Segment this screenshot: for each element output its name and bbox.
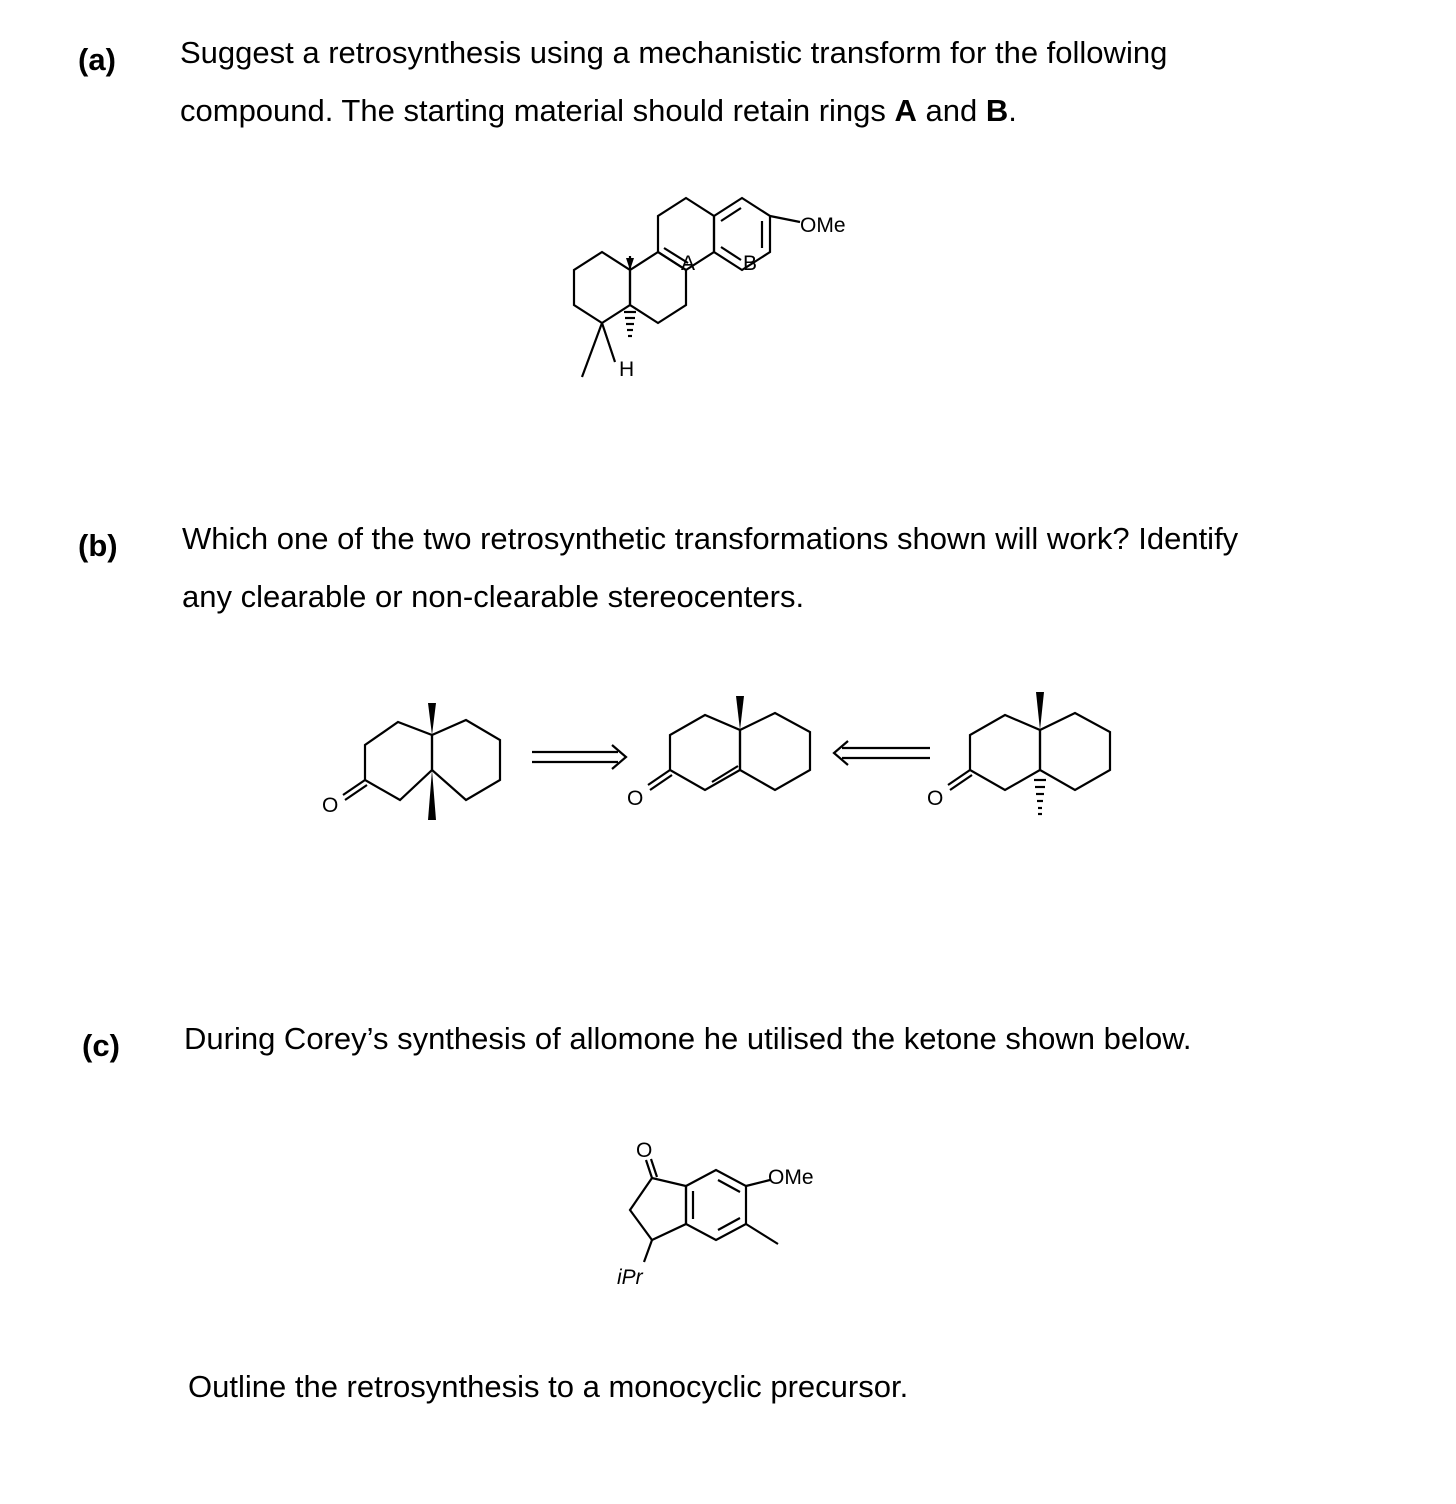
part-a-line-1: Suggest a retrosynthesis using a mechanistic transform for the following bbox=[180, 35, 1168, 70]
part-b-label: (b) bbox=[78, 528, 118, 563]
ipr-label: iPr bbox=[617, 1266, 643, 1289]
oxygen-label-1: O bbox=[322, 794, 339, 817]
part-b-line-2: any clearable or non-clearable stereocenters. bbox=[182, 579, 805, 614]
ring-a-label: A bbox=[681, 252, 696, 275]
oxygen-label-3: O bbox=[927, 787, 944, 810]
part-c-instruction: Outline the retrosynthesis to a monocyclic precursor. bbox=[188, 1369, 909, 1404]
ring-a-ref: A bbox=[894, 93, 917, 128]
oxygen-label-c: O bbox=[636, 1139, 653, 1162]
ring-b-ref: B bbox=[985, 93, 1009, 128]
part-a-label: (a) bbox=[78, 42, 116, 77]
h-label: H bbox=[619, 358, 635, 381]
part-c-label: (c) bbox=[82, 1028, 120, 1063]
ome-label-c: OMe bbox=[768, 1166, 814, 1189]
ome-label-a: OMe bbox=[800, 214, 846, 237]
ring-b-label: B bbox=[743, 252, 758, 275]
part-b-line-1: Which one of the two retrosynthetic transformations shown will work? Identify bbox=[182, 521, 1239, 556]
part-a-line-2: compound. The starting material should retain rings A and B. bbox=[180, 93, 1017, 128]
part-c-line-1: During Corey’s synthesis of allomone he utilised the ketone shown below. bbox=[184, 1021, 1192, 1056]
oxygen-label-2: O bbox=[627, 787, 644, 810]
